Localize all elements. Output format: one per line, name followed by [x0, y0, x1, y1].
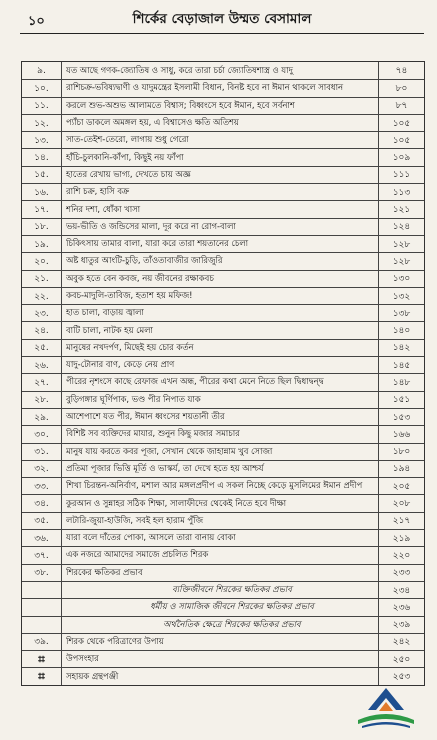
toc-row	[22, 183, 424, 200]
toc-row	[22, 131, 424, 148]
toc-row-number: ২০.	[22, 253, 62, 269]
toc-row-page: ২৫৩	[378, 668, 424, 684]
toc-row-page: ১৫১	[378, 392, 424, 408]
toc-row-number: ৩২.	[22, 461, 62, 477]
toc-row-title: সহায়ক গ্রন্থপঞ্জী	[66, 670, 119, 681]
toc-row-title: যাদু-টোনার বাণ, কেড়ে নেয় প্রাণ	[66, 359, 175, 370]
toc-row	[22, 373, 424, 390]
toc-row-title: হাত চালা, বাড়ায় জ্বালা	[66, 307, 144, 318]
toc-row-number: ১৭.	[22, 201, 62, 217]
toc-row-number: ২১.	[22, 271, 62, 287]
toc-row-page: ১৪২	[378, 340, 424, 356]
toc-row-page: ১০৯	[378, 149, 424, 165]
toc-row-title: যারা বলে দাঁতের পোকা, আসলে তারা বানায় বোকা	[66, 532, 236, 543]
toc-row-page: ২০৮	[378, 495, 424, 511]
toc-row-page: ১৩২	[378, 288, 424, 304]
toc-row-title: কবচ-মাদুলি-তাবিজ, হতাশ হয় মফিজ!	[66, 290, 193, 300]
table-of-contents	[21, 61, 425, 686]
toc-row-page: ১৪৮	[378, 374, 424, 390]
toc-row-page: ১৮০	[378, 444, 424, 460]
toc-row-number: ২৩.	[22, 305, 62, 321]
toc-row-title: অবুক হতে বেন কবজ, নয় জীবনের রক্ষাকবচ	[66, 272, 214, 283]
toc-row-number: ২৫.	[22, 340, 62, 356]
toc-row-number: ৩৭.	[22, 547, 62, 563]
toc-row-number: ৩০.	[22, 426, 62, 442]
toc-row-number: ৩১.	[22, 444, 62, 460]
toc-row	[22, 512, 424, 529]
toc-row-number: ২৭.	[22, 374, 62, 390]
toc-row-page: ২১৭	[378, 513, 424, 529]
toc-row	[22, 391, 424, 408]
toc-row-title: উপসংহার	[66, 653, 99, 664]
toc-row-page: ৮০	[378, 80, 424, 96]
toc-row-number: ১৫.	[22, 167, 62, 183]
toc-row-page: ১২৪	[378, 219, 424, 235]
toc-row-title: মানুষ যায় করতে কবর পূজা, সেখান থেকে জাহান্নাম খুব সোজা	[66, 445, 273, 456]
toc-row	[22, 79, 424, 96]
toc-row-number	[22, 582, 62, 598]
toc-row	[22, 425, 424, 442]
toc-row-number: ১৯.	[22, 236, 62, 252]
toc-row-title: ধর্মীয় ও সামাজিক জীবনে শিরকের ক্ষতিকর প্রভাব	[150, 601, 314, 612]
toc-row	[22, 270, 424, 287]
toc-row	[22, 633, 424, 650]
toc-row-page: ১৩০	[378, 271, 424, 287]
toc-row-page: ২৫০	[378, 651, 424, 667]
toc-row	[22, 598, 424, 615]
toc-row-title: রাশিচক্র-ভবিষ্যদ্বাণী ও যাদুমন্ত্রের ইসলামী বিধান, বিনষ্ট হবে না ঈমান থাকলে সাবধান	[66, 82, 343, 93]
toc-row-title: বুড়িগঙ্গার ঘূর্ণিপাক, ভণ্ড পীর নিপাত যাক	[66, 393, 201, 404]
toc-row	[22, 321, 424, 338]
toc-row	[22, 304, 424, 321]
toc-row-number: ২৮.	[22, 392, 62, 408]
toc-row-number: ৩৯.	[22, 634, 62, 650]
toc-row-number: ১৮.	[22, 219, 62, 235]
toc-row-number: ২৬.	[22, 357, 62, 373]
toc-row-title: অর্থনৈতিক ক্ষেত্রে শিরকের ক্ষতিকর প্রভাব	[163, 618, 301, 629]
toc-row-number	[22, 617, 62, 633]
toc-row-page: ১২৮	[378, 253, 424, 269]
toc-row-page: ২৩৬	[378, 599, 424, 615]
toc-row-number: ১৪.	[22, 149, 62, 165]
toc-row	[22, 200, 424, 217]
toc-row	[22, 650, 424, 667]
toc-row-title: বাটি চালা, নাটক হয় মেলা	[66, 324, 153, 335]
toc-row-page: ১৬৬	[378, 426, 424, 442]
toc-row-title: শিখা চিরন্তন-অনির্বাণ, মশাল আর মঙ্গলপ্রদীপ এ সকল নিচ্ছে কেড়ে মুসলিমের ঈমান প্রদীপ	[66, 480, 363, 491]
toc-row-number: ১৩.	[22, 132, 62, 148]
toc-row	[22, 460, 424, 477]
toc-row-page: ৭৪	[378, 62, 424, 79]
toc-row	[22, 564, 424, 581]
toc-row	[22, 443, 424, 460]
toc-row	[22, 148, 424, 165]
toc-row	[22, 477, 424, 494]
header-rule	[20, 33, 424, 34]
toc-row-page: ২১৯	[378, 530, 424, 546]
toc-row-title: এক নজরে আমাদের সমাজে প্রচলিত শিরক	[66, 549, 209, 560]
toc-row	[22, 356, 424, 373]
toc-row-title: বিশিষ্ট সব ব্যক্তিদের মাযার, শুনুন কিছু মজার সমাচার	[66, 428, 240, 439]
toc-row-number: ৩৪.	[22, 495, 62, 511]
toc-row-number: ২৯.	[22, 409, 62, 425]
toc-row-number: ১২.	[22, 115, 62, 131]
toc-row	[22, 339, 424, 356]
page-number: ১০	[28, 14, 45, 29]
toc-row-title: অষ্ট ধাতুর আংটি-চুড়ি, তাঁওতাবাজীর জারিজুরি	[66, 255, 223, 266]
toc-row	[22, 235, 424, 252]
toc-row-title: শিরকের ক্ষতিকর প্রভাব	[66, 566, 143, 577]
toc-row-number: ১১.	[22, 98, 62, 114]
toc-row-number: ২৪.	[22, 322, 62, 338]
toc-row-page: ১০৫	[378, 115, 424, 131]
toc-row-number: ১৬.	[22, 184, 62, 200]
toc-row	[22, 287, 424, 304]
toc-row-page: ৮৭	[378, 98, 424, 114]
toc-row-title: প্যাঁচা ডাকলে অমঙ্গল হয়, এ বিশ্বাসেও ক্ষতি অতিশয়	[66, 117, 239, 128]
page-header	[20, 6, 424, 32]
toc-row-page: ১৪৫	[378, 357, 424, 373]
toc-row-page: ১৫৩	[378, 409, 424, 425]
toc-row-number: ⌗	[22, 651, 62, 667]
toc-row-page: ১১৩	[378, 184, 424, 200]
toc-row-page: ২০৫	[378, 478, 424, 494]
toc-row-page: ১২৮	[378, 236, 424, 252]
toc-row-title: শনির দশা, ধোঁকা খাসা	[66, 203, 141, 214]
toc-row-page: ১২১	[378, 201, 424, 217]
toc-row-page: ১০৫	[378, 132, 424, 148]
toc-row-number	[22, 599, 62, 615]
toc-row-title: যত আছে গণক-জ্যোতিষ ও সাধু, করে তারা চর্চা জ্যোতিষশাস্ত্র ও যাদু	[66, 64, 293, 75]
toc-row-title: কুরআন ও সুন্নাহর সঠিক শিক্ষা, সালাফীদের থেকেই নিতে হবে দীক্ষা	[66, 497, 286, 508]
toc-row-page: ১১১	[378, 167, 424, 183]
toc-row-number: ৩৫.	[22, 513, 62, 529]
publisher-logo-icon	[352, 684, 420, 730]
toc-row-number: ৯.	[22, 62, 62, 79]
toc-row-title: পীরের নৃশংসে কাছে রেফাজ এখন অন্ধ, পীরের কথা মেনে নিতে ছিল দ্বিধাদ্বন্দ্ব	[66, 376, 324, 387]
toc-row	[22, 62, 424, 79]
toc-row-title: প্রতিমা পূজার ভিত্তি মূর্তি ও ভাস্কর্য, তা দেখে হতে হয় আশ্চর্য	[66, 462, 264, 473]
toc-row-title: করলে শুভ-অশুভ আলামতে বিশ্বাস; বিধ্বংসে হবে ঈমান, হবে সর্বনাশ	[66, 99, 295, 110]
toc-row-number: ১০.	[22, 80, 62, 96]
toc-row	[22, 166, 424, 183]
book-title: শির্কের বেড়াজাল উম্মত বেসামাল	[132, 11, 312, 27]
toc-row-page: ২৩৪	[378, 582, 424, 598]
toc-row-page: ২৩৯	[378, 617, 424, 633]
toc-row	[22, 667, 424, 684]
toc-row-title: চিকিৎসায় তামার বালা, যারা করে তারা শয়তানের চেলা	[66, 238, 249, 249]
toc-row-number: ⌗	[22, 668, 62, 684]
toc-row-page: ২৩৩	[378, 565, 424, 581]
toc-row-number: ৩৬.	[22, 530, 62, 546]
toc-row	[22, 218, 424, 235]
toc-row	[22, 408, 424, 425]
toc-row-page: ১৩৮	[378, 305, 424, 321]
toc-row-title: লটারি-জুয়া-হাউজি, সবই হল হারাম পুঁজি	[66, 514, 203, 525]
toc-row	[22, 581, 424, 598]
toc-row	[22, 97, 424, 114]
toc-row	[22, 494, 424, 511]
toc-row-title: মানুষের নখদর্পণ, মিছেই হয় চোর কর্তন	[66, 341, 194, 352]
toc-row-page: ১৪০	[378, 322, 424, 338]
toc-row	[22, 616, 424, 633]
toc-row-title: রাশি চক্র, হাসি বক্র	[66, 186, 129, 197]
toc-row-title: হাঁচি-চুলকানি-কাঁপা, কিছুই নয় ফাঁপা	[66, 151, 184, 162]
toc-row-title: হাতের রেখায় ভাগ্য, দেখতে চায় অজ্ঞ	[66, 168, 191, 179]
toc-row-page: ১৯৪	[378, 461, 424, 477]
toc-row-title: আশেপাশে যত পীর, ঈমান ধ্বংসের শয়তানী তীর	[66, 411, 225, 422]
toc-row-page: ২৪২	[378, 634, 424, 650]
toc-row-title: ব্যক্তিজীবনে শিরকের ক্ষতিকর প্রভাব	[172, 584, 292, 595]
toc-row-title: ভয়-ভীতি ও জন্ডিসের মালা, দূর করে না রোগ-বালা	[66, 220, 236, 231]
toc-row-title: শিরক থেকে পরিত্রাণের উপায়	[66, 635, 164, 646]
toc-row-page: ২২০	[378, 547, 424, 563]
toc-row-number: ৩৮.	[22, 565, 62, 581]
toc-row	[22, 546, 424, 563]
toc-row	[22, 252, 424, 269]
toc-row-number: ২২.	[22, 288, 62, 304]
toc-row-number: ৩৩.	[22, 478, 62, 494]
toc-row	[22, 114, 424, 131]
toc-row-title: সাত-তেইশ-তেরো, লাগায় শুধু গেরো	[66, 134, 189, 145]
toc-row	[22, 529, 424, 546]
